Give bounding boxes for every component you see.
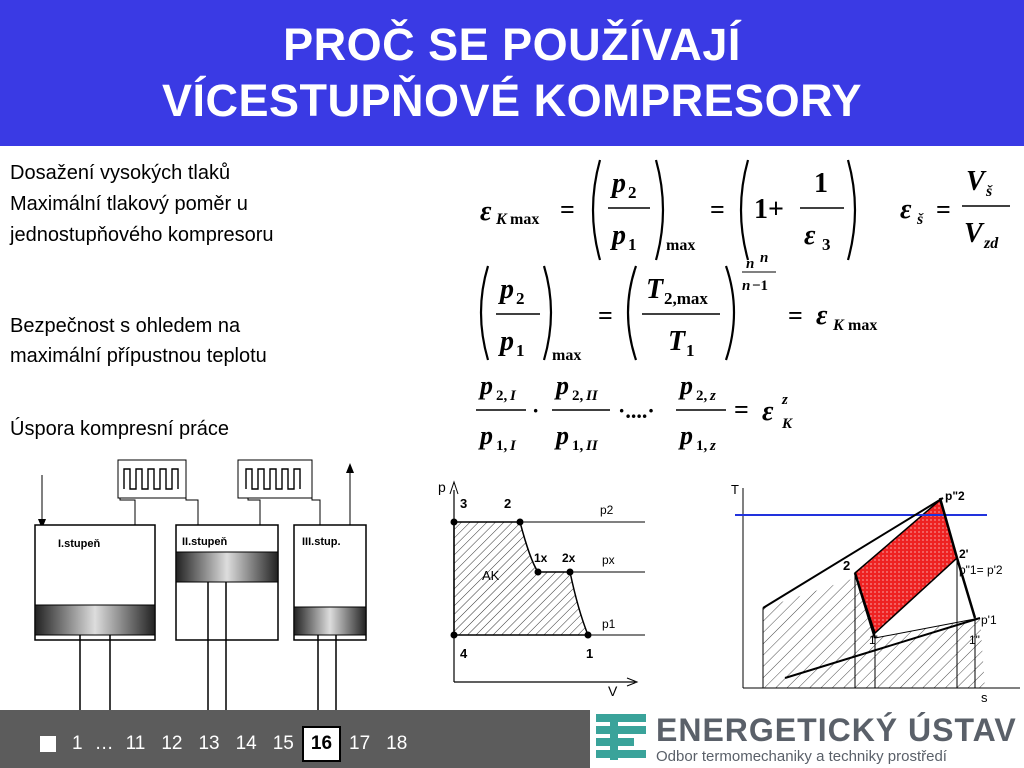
svg-text:2,max: 2,max: [664, 289, 708, 308]
svg-text:p: p: [556, 421, 569, 450]
svg-text:p: p: [680, 371, 693, 400]
svg-text:p: p: [480, 421, 493, 450]
svg-text:·....·: ·....·: [618, 398, 655, 423]
svg-text:1: 1: [628, 235, 637, 254]
svg-text:p: p: [680, 421, 693, 450]
stage3-label: III.stup.: [302, 536, 341, 548]
svg-text:š: š: [986, 183, 993, 200]
bullet-max-temp: maximální přípustnou teplotu: [10, 345, 267, 367]
svg-text:=: =: [734, 395, 749, 424]
svg-text:·: ·: [532, 398, 540, 423]
pv-label-p1: p1: [602, 617, 616, 631]
ts-point-1pp: 1": [969, 633, 980, 647]
logo-subtitle: Odbor termomechaniky a techniky prostředí: [656, 748, 947, 765]
nav-slide-1[interactable]: 1: [72, 733, 83, 754]
pv-p-axis: p: [438, 479, 446, 495]
nav-slide-12[interactable]: 12: [161, 733, 183, 754]
nav-slide-16-current[interactable]: 16: [302, 726, 341, 762]
bullet-work-saving: Úspora kompresní práce: [10, 418, 229, 440]
svg-text:=: =: [598, 301, 613, 330]
pv-point-1x: 1x: [534, 551, 548, 565]
stop-icon[interactable]: [40, 736, 56, 752]
svg-text:1,: 1,: [572, 438, 584, 454]
nav-ellipsis: …: [94, 733, 114, 754]
formula-stage-product: [470, 370, 830, 460]
svg-text:I: I: [510, 388, 516, 404]
pv-label-p2: p2: [600, 503, 614, 517]
svg-text:3: 3: [822, 235, 831, 254]
svg-text:1: 1: [516, 341, 525, 360]
formula-max-pressure-ratio: [470, 150, 1024, 270]
pv-point-1: 1: [586, 646, 594, 661]
svg-text:ε: ε: [480, 196, 492, 227]
svg-text:=: =: [710, 195, 725, 224]
svg-text:max: max: [848, 317, 878, 334]
svg-text:ε: ε: [762, 396, 774, 427]
pv-label-ak: AK: [482, 568, 500, 583]
svg-text:2,: 2,: [572, 388, 584, 404]
svg-text:p: p: [500, 274, 514, 305]
svg-text:p: p: [612, 168, 626, 199]
svg-text:1,: 1,: [496, 438, 508, 454]
footer: [0, 710, 1024, 768]
slide-title-line1: PROČ SE POUŽÍVAJÍ: [283, 19, 741, 70]
bullet-single-stage: jednostupňového kompresoru: [10, 224, 274, 246]
svg-text:š: š: [917, 211, 924, 228]
logo-title: ENERGETICKÝ ÚSTAV: [656, 712, 1017, 748]
ts-point-1p: 1': [869, 633, 878, 647]
svg-text:n: n: [760, 250, 769, 266]
svg-text:T: T: [668, 326, 686, 357]
ts-point-2p: 2': [959, 547, 969, 561]
pv-point-3: 3: [460, 496, 468, 511]
svg-text:max: max: [510, 211, 540, 228]
bullet-high-pressures: Dosažení vysokých tlaků: [10, 162, 231, 184]
svg-text:p: p: [480, 371, 493, 400]
ts-t-axis: T: [731, 482, 739, 497]
slide-title-line2: VÍCESTUPŇOVÉ KOMPRESORY: [162, 75, 862, 126]
stage1-label: I.stupeň: [58, 538, 101, 550]
compressor-schematic: [20, 455, 380, 715]
pv-v-axis: V: [608, 683, 618, 699]
svg-text:1,: 1,: [696, 438, 708, 454]
svg-text:p: p: [556, 371, 569, 400]
svg-text:I: I: [510, 438, 516, 454]
svg-text:K: K: [833, 317, 844, 334]
svg-text:1+: 1+: [754, 194, 784, 225]
svg-text:II: II: [586, 388, 598, 404]
svg-text:2: 2: [628, 183, 637, 202]
ts-point-2: 2: [843, 558, 851, 573]
svg-text:n: n: [742, 278, 751, 294]
pv-diagram: [420, 470, 650, 710]
svg-text:ε: ε: [804, 220, 816, 251]
ts-s-axis: s: [981, 690, 988, 705]
nav-slide-17[interactable]: 17: [349, 733, 371, 754]
pv-label-px: px: [602, 553, 615, 567]
svg-text:ε: ε: [816, 300, 828, 331]
formula-temperature-ratio: [470, 256, 910, 372]
institute-logo: [590, 710, 1024, 768]
svg-text:V: V: [966, 166, 985, 197]
svg-text:V: V: [964, 218, 983, 249]
nav-slide-18[interactable]: 18: [386, 733, 408, 754]
nav-slide-13[interactable]: 13: [198, 733, 220, 754]
svg-text:p: p: [500, 326, 514, 357]
stage2-label: II.stupeň: [182, 536, 228, 548]
svg-text:z: z: [710, 438, 716, 454]
svg-text:max: max: [666, 237, 696, 254]
bullet-safety: Bezpečnost s ohledem na: [10, 315, 241, 337]
svg-text:z: z: [710, 388, 716, 404]
pv-point-2x: 2x: [562, 551, 576, 565]
svg-text:−1: −1: [752, 278, 769, 294]
nav-slide-11[interactable]: 11: [125, 733, 146, 754]
svg-text:2,: 2,: [696, 388, 708, 404]
title-bar: [0, 0, 1024, 146]
svg-text:=: =: [936, 195, 951, 224]
svg-text:z: z: [782, 392, 788, 408]
institute-logo-icon: [596, 714, 646, 764]
ts-label-p1p: p'1: [981, 613, 997, 627]
svg-text:ε: ε: [900, 194, 912, 225]
svg-text:1: 1: [686, 341, 695, 360]
nav-slide-15[interactable]: 15: [272, 733, 294, 754]
pv-point-2: 2: [504, 496, 512, 511]
nav-slide-14[interactable]: 14: [235, 733, 257, 754]
svg-text:K: K: [496, 211, 507, 228]
svg-text:max: max: [552, 347, 582, 364]
svg-text:zd: zd: [984, 235, 999, 252]
pv-point-4: 4: [460, 646, 468, 661]
svg-text:=: =: [788, 301, 803, 330]
bullet-max-ratio: Maximální tlakový poměr u: [10, 193, 248, 215]
ts-label-p2pp: p"2: [945, 489, 965, 503]
svg-text:K: K: [782, 416, 793, 432]
svg-text:2,: 2,: [496, 388, 508, 404]
svg-text:2: 2: [516, 289, 525, 308]
ts-label-p1pp-eq: p"1= p'2: [959, 563, 1003, 577]
svg-text:=: =: [560, 195, 575, 224]
svg-text:n: n: [746, 256, 755, 272]
svg-text:p: p: [612, 220, 626, 251]
svg-text:II: II: [586, 438, 598, 454]
svg-text:1: 1: [814, 168, 828, 199]
slide-navigation: [40, 726, 415, 762]
svg-text:T: T: [646, 274, 664, 305]
ts-diagram: [725, 478, 1024, 711]
